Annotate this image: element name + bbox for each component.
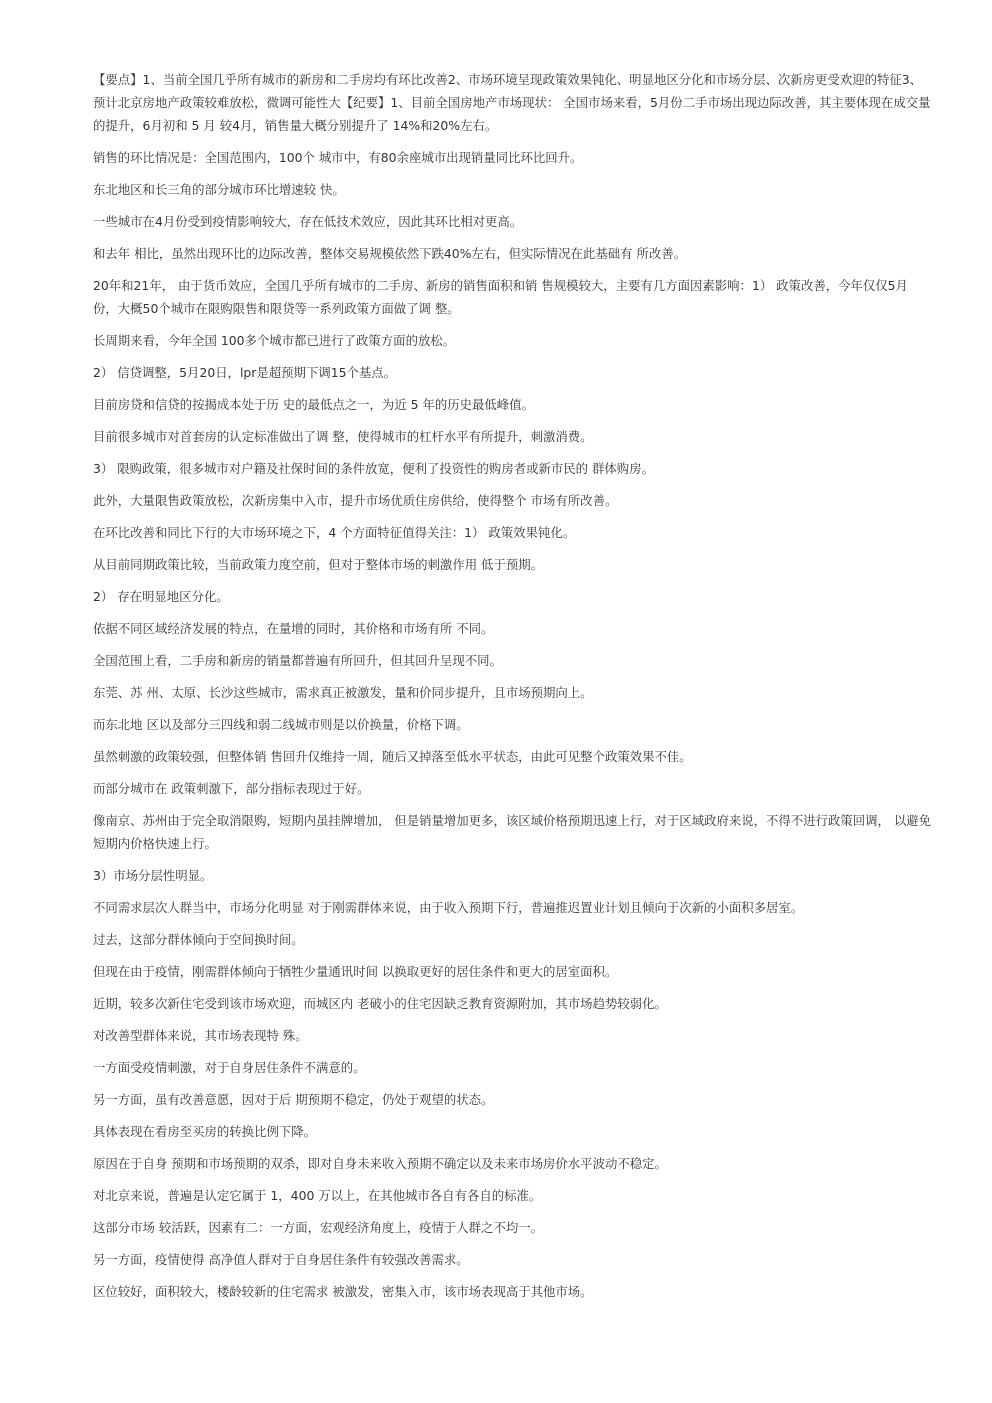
paragraph: 而东北地 区以及部分三四线和弱二线城市则是以价换量，价格下调。 <box>93 717 469 732</box>
paragraph: 区位较好，面积较大，楼龄较新的住宅需求 被激发，密集入市，该市场表现高于其他市场。 <box>93 1284 593 1299</box>
paragraph: 过去，这部分群体倾向于空间换时间。 <box>93 932 304 947</box>
paragraph: 虽然刺激的政策较强，但整体销 售回升仅维持一周，随后又掉落至低水平状态，由此可见整个政策效果不佳。 <box>93 749 692 764</box>
paragraph: 目前房贷和信贷的按揭成本处于历 史的最低点之一，为近 5 年的历史最低峰值。 <box>93 397 534 412</box>
paragraph: 而部分城市在 政策刺激下，部分指标表现过于好。 <box>93 781 370 796</box>
paragraph: 近期，较多次新住宅受到该市场欢迎，而城区内 老破小的住宅因缺乏教育资源附加，其市场趋势较弱化。 <box>93 996 667 1011</box>
paragraph: 20年和21年， 由于货币效应，全国几乎所有城市的二手房、新房的销售面积和销 售规模较大，主要有几方面因素影响：1） 政策改善，今年仅仅5月份，大概50个城市在限购限售和限贷等一系列政策方面做了调 整。 <box>93 278 908 316</box>
paragraph: 这部分市场 较活跃，因素有二：一方面，宏观经济角度上，疫情于人群之不均一。 <box>93 1220 544 1235</box>
paragraph: 东莞、苏 州、太原、长沙这些城市，需求真正被激发，量和价同步提升，且市场预期向上。 <box>93 685 593 700</box>
paragraph: 在环比改善和同比下行的大市场环境之下，4 个方面特征值得关注：1） 政策效果钝化。 <box>93 525 576 540</box>
paragraph: 目前很多城市对首套房的认定标准做出了调 整，使得城市的杠杆水平有所提升，刺激消费。 <box>93 429 593 444</box>
paragraph: 3）市场分层性明显。 <box>93 868 213 883</box>
paragraph: 此外，大量限售政策放松，次新房集中入市，提升市场优质住房供给，使得整个 市场有所改善。 <box>93 493 618 508</box>
paragraph: 对北京来说，普遍是认定它属于 1，400 万以上，在其他城市各自有各自的标准。 <box>93 1188 542 1203</box>
paragraph: 一方面受疫情刺激，对于自身居住条件不满意的。 <box>93 1060 366 1075</box>
paragraph: 对改善型群体来说，其市场表现特 殊。 <box>93 1028 308 1043</box>
paragraph-summary: 【要点】1、当前全国几乎所有城市的新房和二手房均有环比改善2、市场环境呈现政策效果钝化、明显地区分化和市场分层、次新房更受欢迎的特征3、预计北京房地产政策较难放松，微调可能性大【纪要】1、目前全国房地产市场现状： 全国市场来看，5月份二手市场出现边际改善，其主要体现在成交量的提升，6月初和 5 月 较4月，销售量大概分别提升了 14%和20%左右。 <box>93 72 931 133</box>
paragraph: 从目前同期政策比较，当前政策力度空前，但对于整体市场的刺激作用 低于预期。 <box>93 557 544 572</box>
paragraph: 长周期来看，今年全国 100多个城市都已进行了政策方面的放松。 <box>93 333 456 348</box>
paragraph: 2） 信贷调整，5月20日，lpr是超预期下调15个基点。 <box>93 365 397 380</box>
paragraph: 但现在由于疫情，刚需群体倾向于牺牲少量通讯时间 以换取更好的居住条件和更大的居室面积。 <box>93 964 618 979</box>
paragraph: 3） 限购政策，很多城市对户籍及社保时间的条件放宽，便利了投资性的购房者或新市民的 群体购房。 <box>93 461 654 476</box>
paragraph: 东北地区和长三角的部分城市环比增速较 快。 <box>93 182 345 197</box>
paragraph: 依据不同区域经济发展的特点，在量增的同时，其价格和市场有所 不同。 <box>93 621 494 636</box>
paragraph: 另一方面，虽有改善意愿，因对于后 期预期不稳定，仍处于观望的状态。 <box>93 1092 494 1107</box>
paragraph: 全国范围上看，二手房和新房的销量都普遍有所回升，但其回升呈现不同。 <box>93 653 502 668</box>
paragraph: 另一方面，疫情使得 高净值人群对于自身居住条件有较强改善需求。 <box>93 1252 469 1267</box>
paragraph: 像南京、苏州由于完全取消限购，短期内虽挂牌增加， 但是销量增加更多，该区域价格预期迅速上行，对于区域政府来说，不得不进行政策回调， 以避免短期内价格快速上行。 <box>93 813 932 851</box>
paragraph: 不同需求层次人群当中，市场分化明显 对于刚需群体来说，由于收入预期下行，普遍推迟置业计划且倾向于次新的小面积多居室。 <box>93 900 804 915</box>
paragraph: 具体表现在看房至买房的转换比例下降。 <box>93 1124 317 1139</box>
paragraph: 销售的环比情况是：全国范围内，100个 城市中，有80余座城市出现销量同比环比回升。 <box>93 150 583 165</box>
paragraph: 一些城市在4月份受到疫情影响较大，存在低技术效应，因此其环比相对更高。 <box>93 214 523 229</box>
paragraph: 和去年 相比，虽然出现环比的边际改善，整体交易规模依然下跌40%左右，但实际情况在此基础有 所改善。 <box>93 246 686 261</box>
paragraph: 2） 存在明显地区分化。 <box>93 589 229 604</box>
paragraph: 原因在于自身 预期和市场预期的双杀，即对自身未来收入预期不确定以及未来市场房价水平波动不稳定。 <box>93 1156 667 1171</box>
